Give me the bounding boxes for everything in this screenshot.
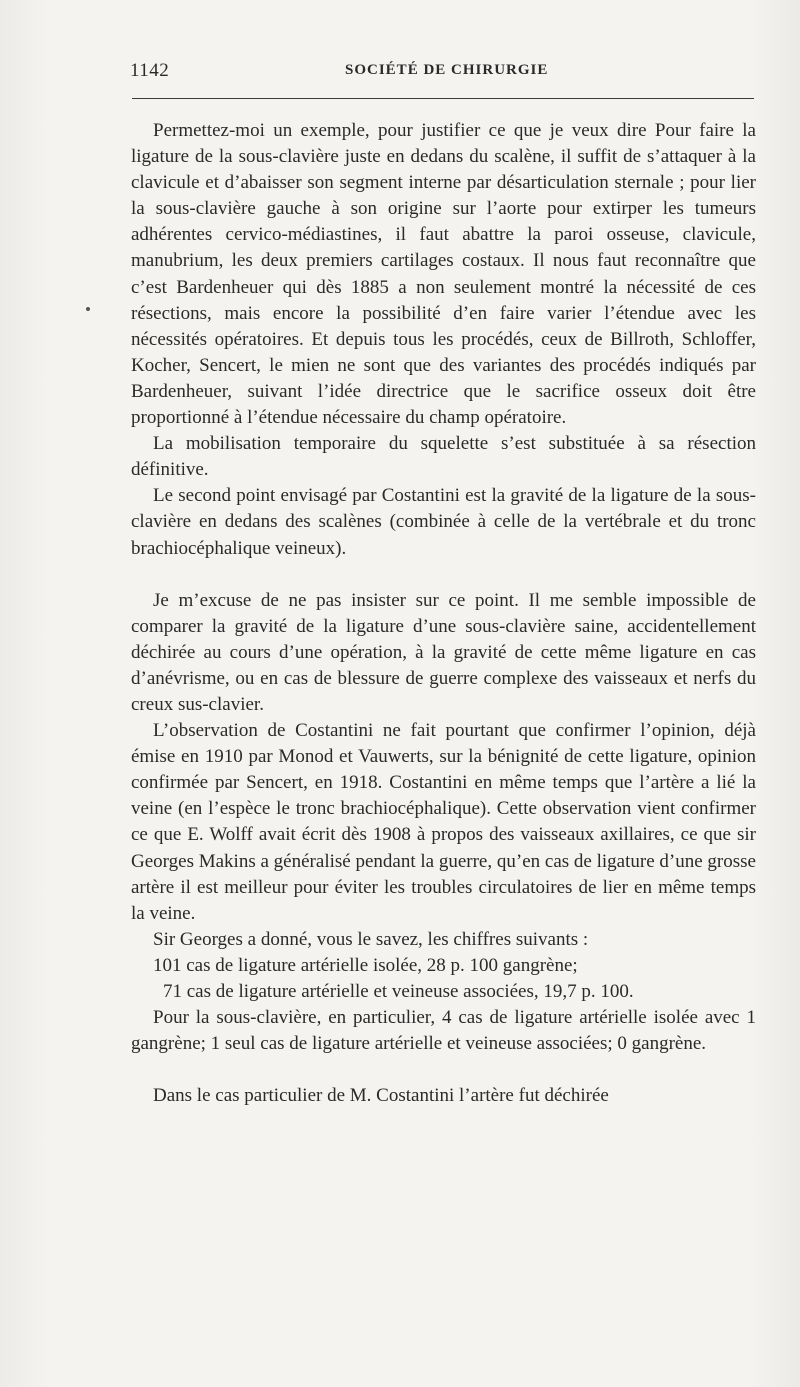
margin-mark <box>86 307 90 311</box>
body-text <box>131 118 756 1109</box>
statistic-line-1: 101 cas de ligature artérielle isolée, 28 p. 100 gangrène; <box>153 954 578 976</box>
statistic-line-2: 71 cas de ligature artérielle et veineuse associées, 19,7 p. 100. <box>163 981 634 1002</box>
paragraph-spacer <box>131 1057 756 1083</box>
paragraph-7: Pour la sous-clavière, en particulier, 4 cas de ligature artérielle isolée avec 1 gangrène; 1 seul cas de ligature artérielle et veineuse associées; 0 gangrène. <box>131 1007 756 1055</box>
statistics-list <box>131 953 756 1005</box>
paragraph-3: Le second point envisagé par Costantini est la gravité de la ligature de la sous-clavière en dedans des scalènes (combinée à celle de la vertébrale et du tronc brachiocéphalique veineux). <box>131 485 756 559</box>
paragraph-8: Dans le cas particulier de M. Costantini l’artère fut déchirée <box>153 1085 609 1107</box>
page-header <box>130 58 755 88</box>
header-rule <box>132 98 754 99</box>
paragraph-1: Permettez-moi un exemple, pour justifier ce que je veux dire Pour faire la ligature de la sous-clavière juste en dedans du scalène, il suffit de s’attaquer à la clavicule et d’abaisser son segment interne par désarticulation sternale ; pour lier la sous-clavière gauche à son origine sur l’aorte pour extirper les tumeurs adhérentes cervico-médiastines, il faut abattre la paroi osseuse, clavicule, manubrium, les deux premiers cartilages costaux. Il nous faut reconnaître que c’est Bardenheuer qui dès 1885 a non seulement montré la nécessité de ces résections, mais encore la possibilité d’en faire varier l’étendue avec les nécessités opératoires. Et depuis tous les procédés, ceux de Billroth, Schloffer, Kocher, Sencert, le mien ne sont que des variantes des procédés indiqués par Bardenheuer, suivant l’idée directrice que le sacrifice osseux doit être proportionné à l’étendue nécessaire du champ opératoire. <box>131 120 756 429</box>
page-number: 1142 <box>130 60 170 81</box>
running-title: SOCIÉTÉ DE CHIRURGIE <box>345 62 549 78</box>
paragraph-4: Je m’excuse de ne pas insister sur ce point. Il me semble impossible de comparer la gravité de la ligature d’une sous-clavière saine, accidentellement déchirée au cours d’une opération, à la gravité de cette même ligature en cas d’anévrisme, ou en cas de blessure de guerre complexe des vaisseaux et nerfs du creux sus-clavier. <box>131 589 756 715</box>
paragraph-2: La mobilisation temporaire du squelette s’est substituée à sa résection définitive. <box>131 433 756 481</box>
paragraph-6: Sir Georges a donné, vous le savez, les chiffres suivants : <box>153 928 589 950</box>
paragraph-5: L’observation de Costantini ne fait pourtant que confirmer l’opinion, déjà émise en 1910 par Monod et Vauwerts, sur la bénignité de cette ligature, opinion confirmée par Sencert, en 1918. Costantini en même temps que l’artère a lié la veine (en l’espèce le tronc brachiocéphalique). Cette observation vient confirmer ce que E. Wolff avait écrit dès 1908 à propos des vaisseaux axillaires, ce que sir Georges Makins a généralisé pendant la guerre, qu’en cas de ligature d’une grosse artère il est meilleur pour éviter les troubles circulatoires de lier en même temps la veine. <box>131 720 756 924</box>
paragraph-spacer <box>131 562 756 588</box>
